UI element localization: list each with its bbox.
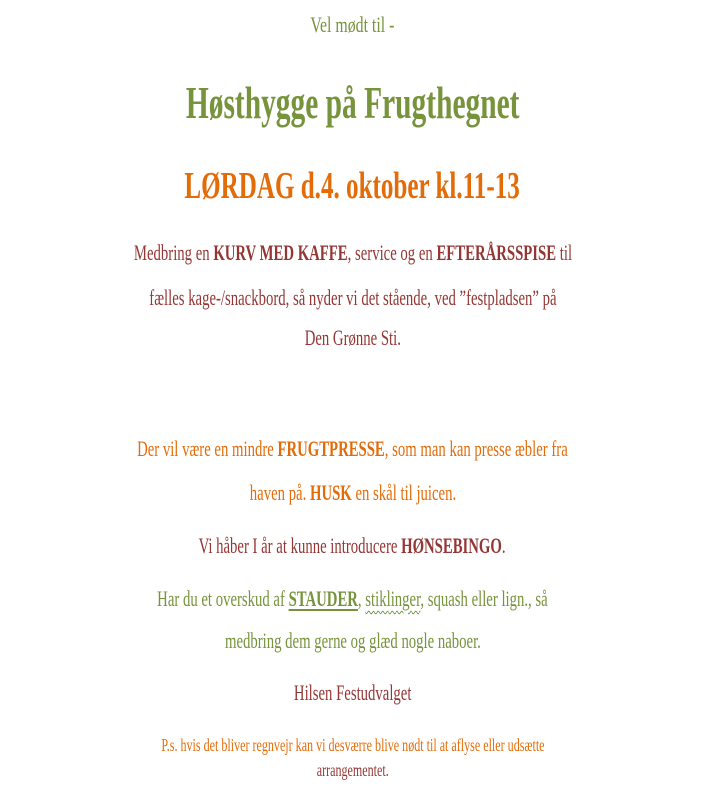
spise-highlight: EFTERÅRSSPISE [435,240,556,265]
signature-line [0,680,705,706]
press-text-4: en skål til juicen. [351,480,456,505]
bring-line-2 [0,285,705,311]
plants-line-1-text [157,586,548,612]
bring-line-3-text: Den Grønne Sti. [304,325,401,350]
event-date: LØRDAG d.4. oktober kl.11-13 [184,165,521,207]
ps-line-1-text: P.s. hvis det bliver regnvejr kan vi desværre blive nødt til at aflyse eller udsætte [160,735,545,755]
bingo-text-1: Vi håber I år at kunne introducere [199,533,402,558]
plants-line-2 [0,628,705,654]
page-title [0,76,705,129]
stauder-highlight: STAUDER [288,586,358,611]
frugtpresse-highlight: FRUGTPRESSE [277,436,385,461]
honsebingo-highlight: HØNSEBINGO [401,533,503,558]
press-line-2-text [249,480,455,506]
husk-highlight: HUSK [309,480,352,505]
greeting-line [0,12,705,38]
signature: Hilsen Festudvalget [293,680,412,705]
plants-line-2-text: medbring dem gerne og glæd nogle naboer. [224,628,481,653]
plants-line-1 [0,586,705,612]
date-line [0,164,705,208]
ps-line-2-text: arrangementet. [316,760,389,780]
press-line-1-text [137,436,568,462]
plants-text-3: , squash eller lign., så [420,586,548,611]
bingo-line-text [199,533,506,559]
ps-line-2 [0,760,705,781]
stiklinger-word: stiklinger [365,586,421,611]
press-text-2: , som man kan presse æbler fra [384,436,568,461]
bring-line-2-text: fælles kage-/snackbord, så nyder vi det stående, ved ”festpladsen” på [148,285,557,310]
bring-text-3: til [555,240,572,265]
press-text-3: haven på. [249,480,310,505]
bring-line-1 [0,240,705,266]
bring-line-3 [0,325,705,351]
event-title: Høsthygge på Frugthegnet [185,77,520,128]
press-line-1 [0,436,705,462]
bring-text-1: Medbring en [133,240,213,265]
press-text-1: Der vil være en mindre [137,436,278,461]
kurv-highlight: KURV MED KAFFE [212,240,348,265]
bring-text-2: , service og en [347,240,436,265]
press-line-2 [0,480,705,506]
bingo-text-2: . [502,533,506,558]
bring-line-1-text [133,240,571,266]
greeting: Vel mødt til - [310,12,395,37]
plants-text-2: , [357,586,366,611]
bingo-line [0,533,705,559]
ps-line-1 [0,735,705,756]
plants-text-1: Har du et overskud af [157,586,289,611]
